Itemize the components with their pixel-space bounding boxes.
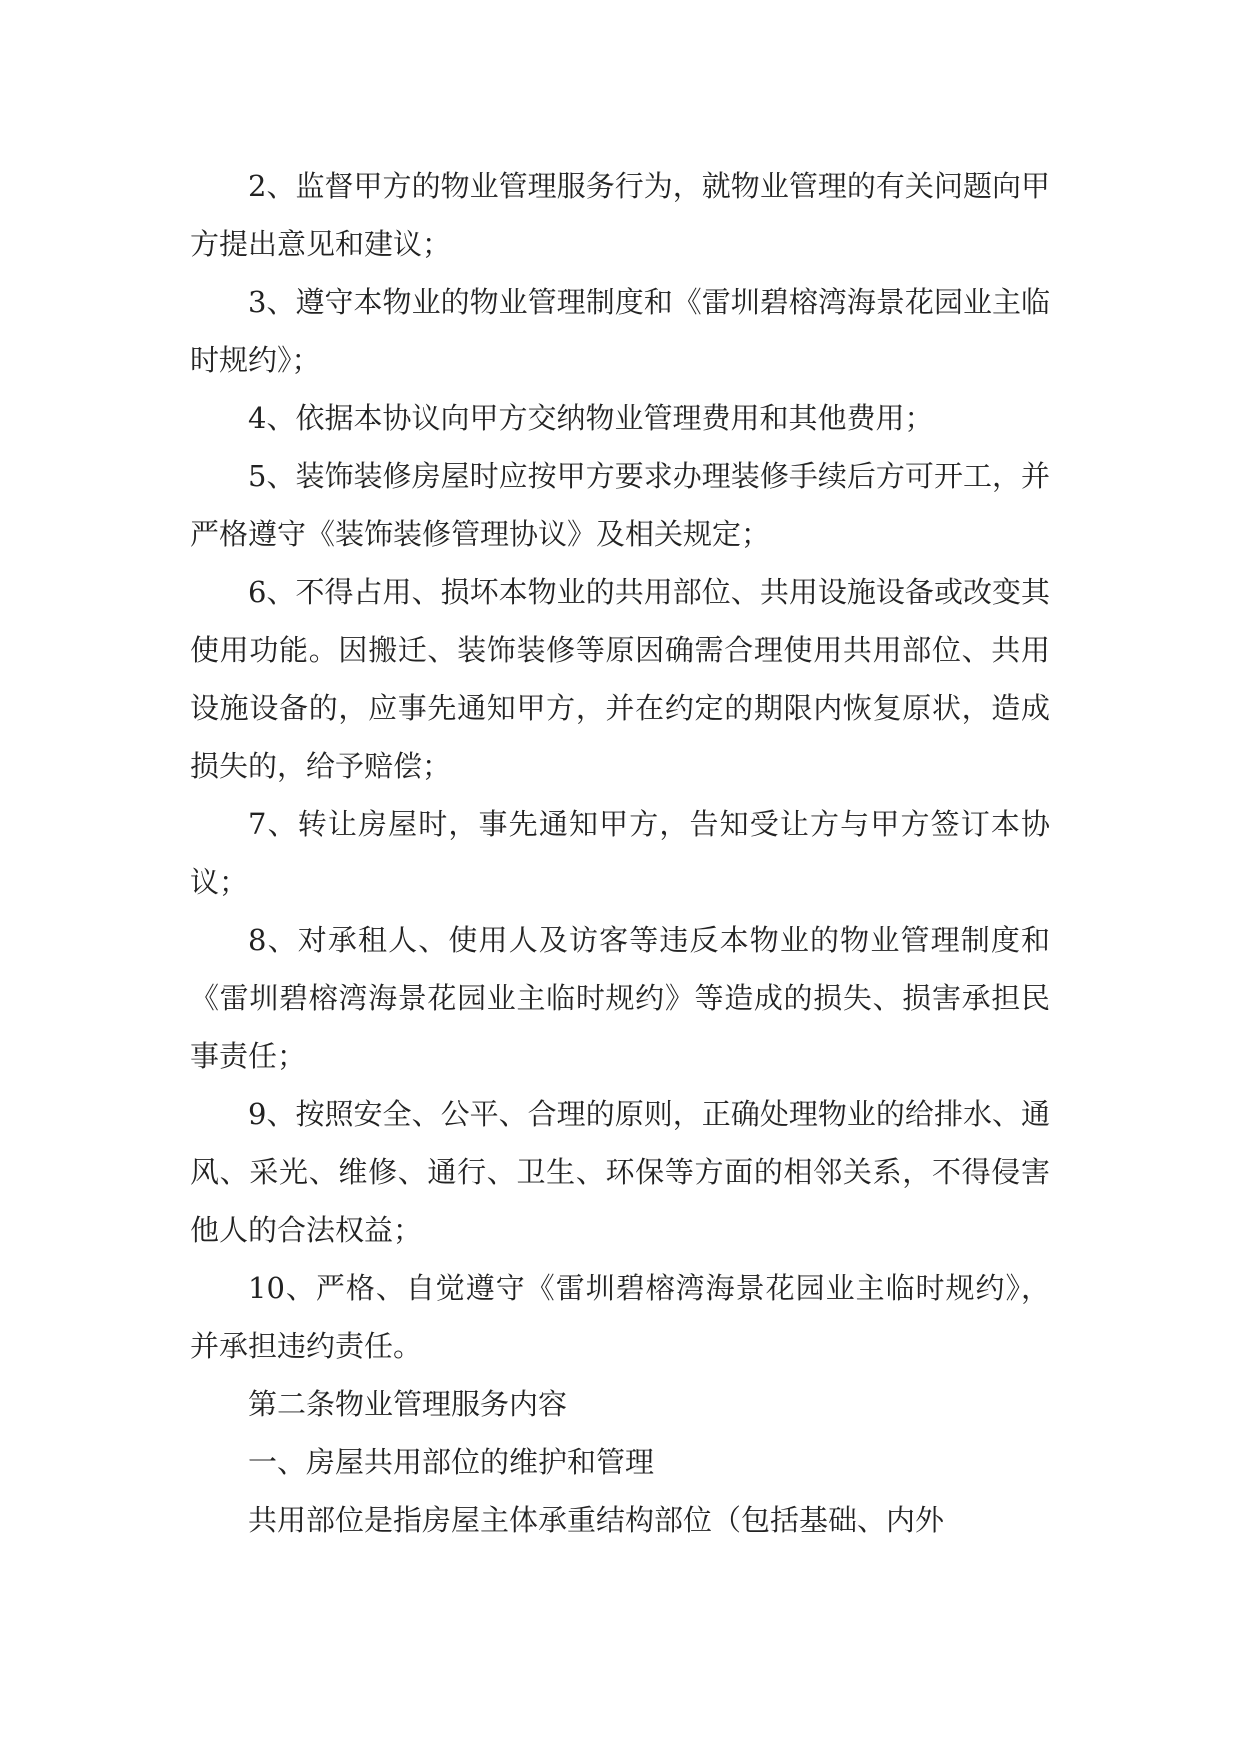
paragraph-item-3: 3、遵守本物业的物业管理制度和《雷圳碧榕湾海景花园业主临时规约》； <box>190 285 1050 377</box>
section-heading: 第二条物业管理服务内容 <box>248 1387 568 1421</box>
subsection-heading: 一、房屋共用部位的维护和管理 <box>248 1445 655 1479</box>
document-body <box>190 157 1050 1549</box>
paragraph-item-10: 10、严格、自觉遵守《雷圳碧榕湾海景花园业主临时规约》，并承担违约责任。 <box>190 1271 1050 1363</box>
paragraph-item-4: 4、依据本协议向甲方交纳物业管理费用和其他费用； <box>248 401 934 435</box>
paragraph-item-6: 6、不得占用、损坏本物业的共用部位、共用设施设备或改变其使用功能。因搬迁、装饰装修等原因确需合理使用共用部位、共用设施设备的，应事先通知甲方，并在约定的期限内恢复原状，造成损失的，给予赔偿； <box>190 575 1050 783</box>
paragraph-item-9: 9、按照安全、公平、合理的原则，正确处理物业的给排水、通风、采光、维修、通行、卫生、环保等方面的相邻关系，不得侵害他人的合法权益； <box>190 1097 1050 1247</box>
paragraph-item-7: 7、转让房屋时，事先通知甲方，告知受让方与甲方签订本协议； <box>190 807 1050 899</box>
paragraph-common-parts: 共用部位是指房屋主体承重结构部位（包括基础、内外 <box>248 1503 945 1537</box>
paragraph-item-8: 8、对承租人、使用人及访客等违反本物业的物业管理制度和《雷圳碧榕湾海景花园业主临时规约》等造成的损失、损害承担民事责任； <box>190 923 1050 1073</box>
paragraph-item-5: 5、装饰装修房屋时应按甲方要求办理装修手续后方可开工，并严格遵守《装饰装修管理协议》及相关规定； <box>190 459 1050 551</box>
paragraph-item-2: 2、监督甲方的物业管理服务行为，就物业管理的有关问题向甲方提出意见和建议； <box>190 169 1050 261</box>
